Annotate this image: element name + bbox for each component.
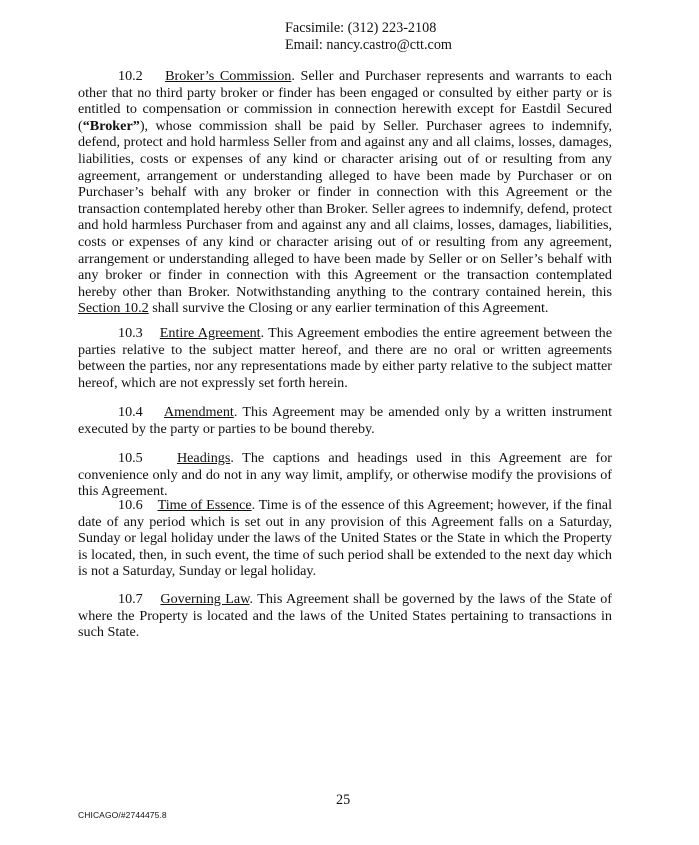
section-10-3-paragraph xyxy=(78,325,612,391)
section-body: . The captions and headings used in this Agreement are for convenience only and do not in any way limit, amplify, or otherwise modify the provisions of this Agreement. xyxy=(78,450,613,500)
section-reference: Section 10.2 xyxy=(78,300,149,317)
section-heading: Amendment xyxy=(163,404,234,420)
section-number: 10.3 xyxy=(118,325,143,341)
section-body: shall survive the Closing or any earlier termination of this Agreement. xyxy=(148,300,549,317)
section-body: ), whose commission shall be paid by Seller. Purchaser agrees to indemnify, defend, protect and hold harmless Seller from and against any and all claims, losses, damages, liabilities, costs or expenses of any kind or character arising out of or resulting from any agreement, arrangement or understanding alleged to have been made by Purchaser or on Purchaser’s behalf with any broker or finder in connection with this Agreement or the transaction contemplated hereby other than Broker. Seller agrees to indemnify, defend, protect and hold harmless Purchaser from and against any and all claims, losses, damages, liabilities, costs or expenses of any kind or character arising out of or resulting from any agreement, arrangement or understanding alleged to have been made by Seller or on Seller’s behalf with any broker or finder in connection with this Agreement or the transaction contemplated hereby other than Broker. Notwithstanding anything to the contrary contained herein, this xyxy=(78,117,612,300)
section-heading: Broker’s Commission xyxy=(165,68,292,84)
section-10-5-paragraph xyxy=(78,450,612,500)
section-number: 10.5 xyxy=(118,450,143,466)
page-number: 25 xyxy=(336,792,351,808)
section-body: . Seller and Purchaser represents and warrants to each other that no third party broker or finder has been engaged or consulted by either party or is entitled to compensation or commission in connection herewith except for Eastdil Secured ( xyxy=(78,68,613,134)
section-body: . This Agreement may be amended only by a written instrument executed by the party or parties to be bound thereby. xyxy=(78,404,613,437)
section-body: . Time is of the essence of this Agreement; however, if the final date of any period which is set out in any provision of this Agreement falls on a Saturday, Sunday or legal holiday under the laws of the United States or the State in which the Property is located, then, in such event, the time of such period shall be extended to the next day which is not a Saturday, Sunday or legal holiday. xyxy=(78,497,612,580)
contact-block xyxy=(285,20,452,54)
document-id: CHICAGO/#2744475.8 xyxy=(78,810,167,820)
section-heading: Governing Law xyxy=(160,591,250,607)
facsimile-line: Facsimile: (312) 223-2108 xyxy=(285,20,437,36)
section-number: 10.6 xyxy=(118,497,143,513)
defined-term-broker: “Broker” xyxy=(82,117,140,134)
section-number: 10.2 xyxy=(118,68,143,84)
section-10-4-paragraph xyxy=(78,404,612,437)
section-10-6-paragraph xyxy=(78,497,612,580)
section-10-2-paragraph xyxy=(78,68,612,317)
section-number: 10.7 xyxy=(118,591,143,607)
section-heading: Headings xyxy=(176,450,231,466)
email-line: Email: nancy.castro@ctt.com xyxy=(285,37,452,53)
section-body: . This Agreement shall be governed by the laws of the State of where the Property is located and the laws of the United States pertaining to transactions in such State. xyxy=(78,591,612,641)
section-body: . This Agreement embodies the entire agreement between the parties relative to the subject matter hereof, and there are no oral or written agreements between the parties, nor any representations made by either party relative to the subject matter hereof, which are not expressly set forth herein. xyxy=(78,325,613,391)
section-number: 10.4 xyxy=(118,404,143,420)
section-10-7-paragraph xyxy=(78,591,612,641)
section-heading: Time of Essence xyxy=(157,497,252,513)
section-heading: Entire Agreement xyxy=(159,325,261,341)
